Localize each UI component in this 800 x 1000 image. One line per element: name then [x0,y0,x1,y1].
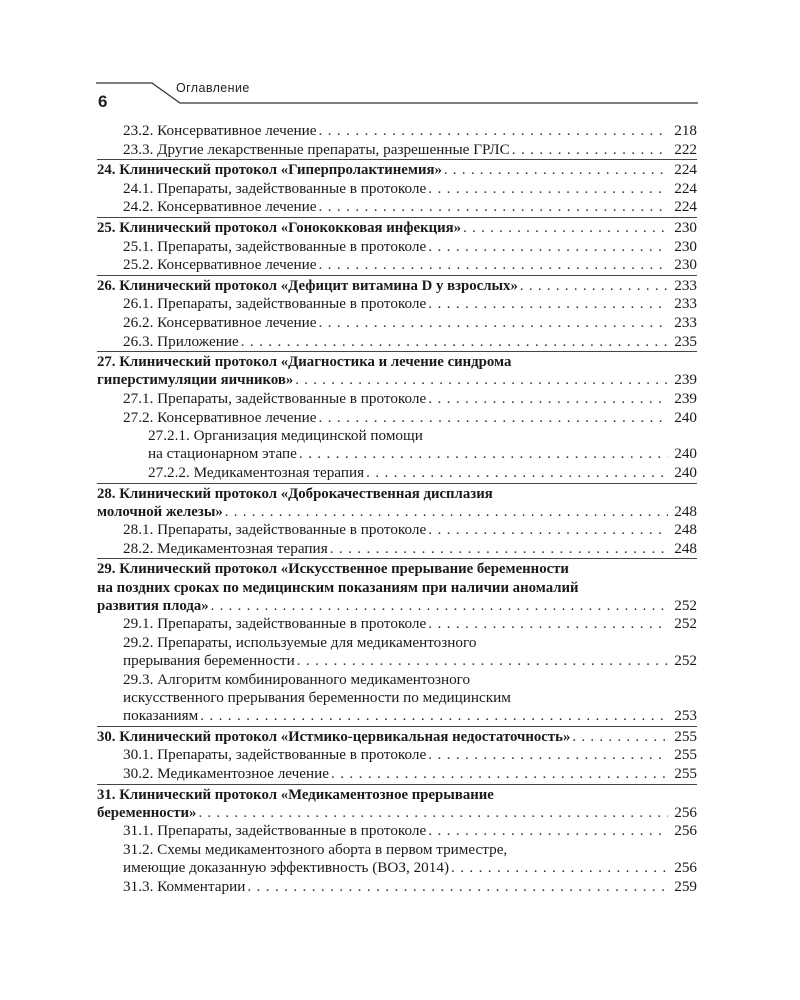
dot-leader [428,238,668,256]
toc-entry-line [123,122,697,140]
toc-section [97,275,697,351]
toc-section [97,726,697,783]
toc-entry-title: 26.1. Препараты, задействованные в протоколе [123,295,427,313]
toc-entry-line [97,371,697,389]
toc-entry-title: 29. Клинический протокол «Искусственное прерывание беременности [97,561,569,578]
toc-page-number: 218 [674,122,697,139]
dot-leader [200,707,668,725]
toc-entry-line [123,198,697,216]
toc-entry-title: 24.1. Препараты, задействованные в протоколе [123,179,427,197]
toc-subentry[interactable] [97,615,697,633]
toc-entry-title: 23.3. Другие лекарственные препараты, разрешенные ГРЛС [123,140,510,158]
toc-entry-title: 25. Клинический протокол «Гонококковая инфекция» [97,219,462,236]
toc-page-number: 240 [674,445,697,463]
dot-leader [512,141,668,159]
dot-leader [428,295,668,313]
toc-entry-line [97,560,697,578]
toc-chapter-entry[interactable] [97,277,697,295]
toc-subentry[interactable] [97,180,697,198]
toc-entry-title: 25.1. Препараты, задействованные в протоколе [123,237,427,255]
toc-entry-title: 29.1. Препараты, задействованные в протоколе [123,615,427,633]
running-title: Оглавление [176,81,250,95]
dot-leader [428,180,668,198]
toc-subentry[interactable] [97,198,697,216]
toc-page-number: 235 [674,332,697,350]
toc-entry-title: 26.3. Приложение [123,332,239,350]
toc-entry-line [123,540,697,558]
toc-subentry[interactable] [97,841,697,877]
toc-entry-line [123,390,697,408]
toc-page-number: 230 [674,237,697,255]
toc-page-number: 224 [674,179,697,197]
toc-section [97,351,697,482]
toc-page-number: 255 [674,765,697,783]
toc-entry-title: 31.2. Схемы медикаментозного аборта в первом триместре, [123,841,508,859]
toc-subentry[interactable] [97,122,697,140]
toc-section [97,784,697,896]
toc-chapter-entry[interactable] [97,728,697,746]
toc-entry-line [148,445,697,463]
dot-leader [319,198,668,216]
toc-entry-title: молочной железы» [97,503,223,520]
dot-leader [428,746,668,764]
toc-entry-line [123,238,697,256]
toc-entry-title: 27.1. Препараты, задействованные в протоколе [123,389,427,407]
toc-entry-title: на поздних сроках по медицинским показаниям при наличии аномалий [97,579,579,596]
toc-page-number: 233 [674,276,697,294]
toc-entry-line [97,353,697,371]
toc-entry-title: 27.2. Консервативное лечение [123,408,317,426]
toc-entry-title: показаниям [123,707,199,725]
dot-leader [520,277,668,295]
toc-page-number: 248 [674,539,697,557]
page-header [96,72,698,112]
dot-leader [451,859,668,877]
toc-page-number: 230 [674,256,697,274]
toc-subentry[interactable] [97,141,697,159]
toc-entry-line [123,615,697,633]
toc-entry-line [97,804,697,822]
toc-section [97,217,697,274]
toc-subentry[interactable] [97,671,697,726]
toc-subentry[interactable] [97,427,697,463]
toc-entry-title: гиперстимуляции яичников» [97,372,294,389]
toc-entry-title: 30.1. Препараты, задействованные в протоколе [123,746,427,764]
toc-entry-line [123,765,697,783]
toc-page-number: 253 [674,707,697,725]
toc-entry-title: 26. Клинический протокол «Дефицит витамина D у взрослых» [97,277,518,294]
toc-page-number: 222 [674,140,697,158]
toc-page-number: 230 [674,218,697,236]
dot-leader [299,445,668,463]
toc-entry-line [97,219,697,237]
toc-subentry[interactable] [97,765,697,783]
dot-leader [366,464,668,482]
toc-page-number: 233 [674,313,697,331]
toc-entry-title: 24. Клинический протокол «Гиперпролактинемия» [97,162,442,179]
toc-subentry[interactable] [97,464,697,482]
dot-leader [297,652,668,670]
toc-entry-title: развития плода» [97,597,209,614]
dot-leader [428,615,668,633]
toc-subentry[interactable] [97,314,697,332]
dot-leader [428,822,668,840]
toc-entry-line [97,503,697,521]
toc-page-number: 233 [674,295,697,313]
toc-page-number: 224 [674,161,697,179]
toc-entry-title: 31. Клинический протокол «Медикаментозное прерывание [97,786,494,803]
toc-entry-title: имеющие доказанную эффективность (ВОЗ, 2014) [123,859,449,877]
toc-entry-line [97,277,697,295]
toc-page-number: 255 [674,746,697,764]
toc-entry-title: 29.2. Препараты, используемые для медикаментозного [123,634,477,652]
toc-entry-line [123,634,697,652]
toc-entry-title: 27.2.2. Медикаментозная терапия [148,463,365,481]
toc-page-number: 239 [674,389,697,407]
dot-leader [319,122,668,140]
toc-entry-title: беременности» [97,804,197,821]
toc-chapter-entry[interactable] [97,219,697,237]
toc-entry-title: 29.3. Алгоритм комбинированного медикаментозного [123,670,471,688]
toc-entry-line [123,822,697,840]
toc-entry-line [123,180,697,198]
toc-entry-line [123,333,697,351]
dot-leader [330,540,668,558]
toc-page-number: 256 [674,803,697,821]
dot-leader [319,314,668,332]
toc-page-number: 240 [674,463,697,481]
toc-entry-title: 31.1. Препараты, задействованные в протоколе [123,822,427,840]
toc-page-number: 240 [674,408,697,426]
toc-entry-title: 26.2. Консервативное лечение [123,313,317,331]
table-of-contents [97,122,697,896]
toc-section [97,159,697,216]
toc-entry-line [148,464,697,482]
toc-page-number: 248 [674,502,697,520]
toc-page-number: 255 [674,727,697,745]
toc-entry-title: 25.2. Консервативное лечение [123,256,317,274]
toc-page-number: 248 [674,521,697,539]
toc-subentry[interactable] [97,256,697,274]
dot-leader [444,161,668,179]
dot-leader [331,765,668,783]
toc-entry-line [97,161,697,179]
toc-entry-title: 30. Клинический протокол «Истмико-цервикальная недостаточность» [97,728,571,745]
toc-subentry[interactable] [97,238,697,256]
toc-entry-title: 24.2. Консервативное лечение [123,198,317,216]
toc-page-number: 224 [674,198,697,216]
toc-entry-title: 27. Клинический протокол «Диагностика и лечение синдрома [97,354,512,371]
dot-leader [225,503,668,521]
toc-page-number: 252 [674,596,697,614]
toc-page-number: 256 [674,822,697,840]
toc-entry-line [97,728,697,746]
dot-leader [572,728,668,746]
page-number: 6 [98,92,108,111]
toc-subentry[interactable] [97,521,697,539]
toc-entry-line [123,521,697,539]
toc-subentry[interactable] [97,822,697,840]
toc-entry-line [123,409,697,427]
toc-entry-line [97,485,697,503]
toc-page-number: 256 [674,859,697,877]
toc-entry-line [123,707,697,725]
toc-entry-title: 28.2. Медикаментозная терапия [123,539,328,557]
dot-leader [247,878,668,896]
toc-entry-line [123,841,697,859]
dot-leader [319,409,668,427]
toc-chapter-entry[interactable] [97,786,697,822]
toc-entry-line [123,256,697,274]
toc-section [97,483,697,559]
toc-subentry[interactable] [97,333,697,351]
toc-entry-line [123,689,697,707]
toc-chapter-entry[interactable] [97,560,697,615]
toc-entry-title: 23.2. Консервативное лечение [123,122,317,139]
dot-leader [211,597,668,615]
toc-page-number: 239 [674,371,697,389]
toc-page-number: 252 [674,615,697,633]
toc-section [97,122,697,159]
toc-chapter-entry[interactable] [97,485,697,521]
toc-entry-line [123,859,697,877]
toc-entry-title: 27.2.1. Организация медицинской помощи [148,427,423,445]
toc-subentry[interactable] [97,540,697,558]
toc-subentry[interactable] [97,634,697,670]
toc-entry-line [97,579,697,597]
dot-leader [319,256,668,274]
toc-subentry[interactable] [97,409,697,427]
toc-subentry[interactable] [97,878,697,896]
toc-entry-line [123,878,697,896]
toc-entry-line [123,652,697,670]
toc-entry-line [123,314,697,332]
toc-entry-title: 30.2. Медикаментозное лечение [123,765,330,783]
toc-subentry[interactable] [97,295,697,313]
toc-page-number: 252 [674,652,697,670]
toc-chapter-entry[interactable] [97,161,697,179]
dot-leader [428,390,668,408]
toc-entry-line [148,427,697,445]
toc-entry-title: 31.3. Комментарии [123,877,246,895]
toc-entry-line [97,597,697,615]
toc-entry-title: искусственного прерывания беременности по медицинским [123,689,511,707]
dot-leader [241,333,668,351]
dot-leader [428,521,668,539]
toc-page-number: 259 [674,877,697,895]
toc-subentry[interactable] [97,390,697,408]
toc-entry-line [97,786,697,804]
toc-subentry[interactable] [97,746,697,764]
dot-leader [463,219,668,237]
toc-entry-title: 28. Клинический протокол «Доброкачественная дисплазия [97,485,493,502]
toc-entry-line [123,746,697,764]
toc-section [97,558,697,725]
toc-entry-line [123,671,697,689]
dot-leader [295,371,668,389]
toc-chapter-entry[interactable] [97,353,697,389]
toc-entry-line [123,141,697,159]
toc-entry-title: прерывания беременности [123,652,295,670]
dot-leader [198,804,668,822]
toc-entry-line [123,295,697,313]
toc-entry-title: на стационарном этапе [148,445,297,463]
toc-entry-title: 28.1. Препараты, задействованные в протоколе [123,521,427,539]
